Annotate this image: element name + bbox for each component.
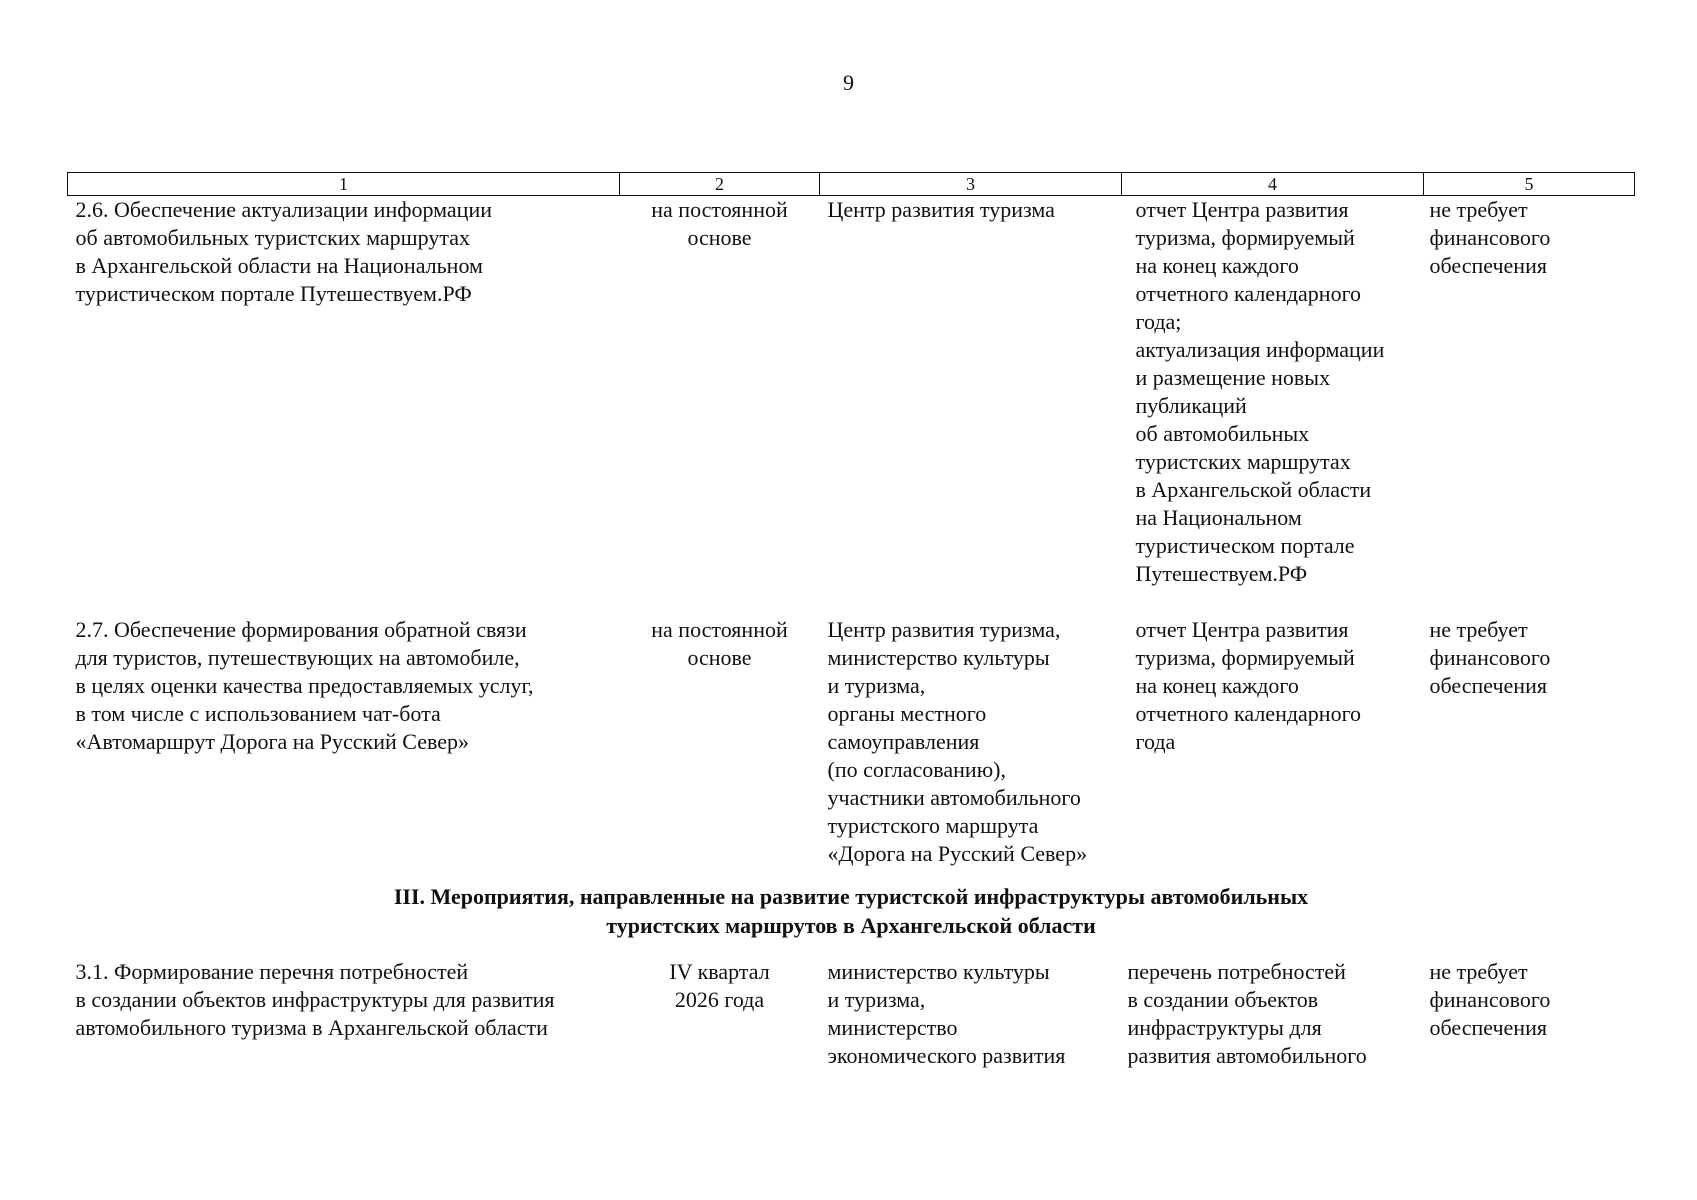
text-line: об автомобильных xyxy=(1135,421,1310,446)
text-line: года; xyxy=(1135,309,1182,334)
responsible-cell xyxy=(820,616,1122,868)
text-line: III. Мероприятия, направленные на развитие туристской инфраструктуры автомобильных xyxy=(393,884,1309,909)
text-line: перечень потребностей xyxy=(1127,959,1346,984)
text-line: на Национальном xyxy=(1135,505,1302,530)
funding-cell xyxy=(1424,196,1635,589)
text-line: 2.7. Обеспечение формирования обратной связи xyxy=(75,617,527,642)
text-line: на постоянной xyxy=(651,617,788,642)
measure-cell xyxy=(68,958,620,1070)
text-line: не требует xyxy=(1429,617,1528,642)
result-cell xyxy=(1122,196,1424,589)
text-line: участники автомобильного xyxy=(827,785,1081,810)
text-line: основе xyxy=(687,225,752,250)
text-line: 3.1. Формирование перечня потребностей xyxy=(75,959,469,984)
measure-cell xyxy=(68,616,620,868)
text-line: на конец каждого xyxy=(1135,673,1299,698)
table-row xyxy=(68,196,1635,589)
text-line: отчет Центра развития xyxy=(1135,197,1349,222)
text-line: Путешествуем.РФ xyxy=(1135,561,1308,586)
text-line: и туризма, xyxy=(827,673,926,698)
text-line: (по согласованию), xyxy=(827,757,1006,782)
measure-cell xyxy=(68,196,620,589)
text-line: отчет Центра развития xyxy=(1135,617,1349,642)
text-line: министерство культуры xyxy=(827,645,1050,670)
text-line: и размещение новых xyxy=(1135,365,1331,390)
text-line: в создании объектов xyxy=(1127,987,1319,1012)
funding-cell xyxy=(1424,958,1635,1070)
table-row xyxy=(68,616,1635,868)
text-line: отчетного календарного xyxy=(1135,281,1362,306)
text-line: обеспечения xyxy=(1429,1015,1547,1040)
text-line: министерство культуры xyxy=(827,959,1050,984)
text-line: развития автомобильного xyxy=(1127,1043,1367,1068)
text-line: обеспечения xyxy=(1429,253,1547,278)
section-heading-row xyxy=(68,868,1635,958)
column-number-3: 3 xyxy=(820,173,1122,196)
text-line: в целях оценки качества предоставляемых услуг, xyxy=(75,673,534,698)
measures-table xyxy=(67,172,1635,1070)
text-line: Центр развития туризма xyxy=(827,197,1055,222)
text-line: основе xyxy=(687,645,752,670)
table-header xyxy=(68,173,1635,196)
text-line: финансового xyxy=(1429,225,1551,250)
text-line: туристских маршрутах xyxy=(1135,449,1351,474)
text-line: «Автомаршрут Дорога на Русский Север» xyxy=(75,729,469,754)
table-row xyxy=(68,958,1635,1070)
column-number-2: 2 xyxy=(620,173,820,196)
text-line: туризма, формируемый xyxy=(1135,645,1355,670)
deadline-cell xyxy=(620,958,820,1070)
text-line: туризма, формируемый xyxy=(1135,225,1355,250)
text-line: туристическом портале xyxy=(1135,533,1355,558)
text-line: IV квартал xyxy=(669,959,770,984)
page-number: 9 xyxy=(843,70,854,95)
text-line: самоуправления xyxy=(827,729,980,754)
text-line: не требует xyxy=(1429,959,1528,984)
column-number-1: 1 xyxy=(68,173,620,196)
section-heading xyxy=(68,868,1635,958)
text-line: финансового xyxy=(1429,645,1551,670)
text-line: на конец каждого xyxy=(1135,253,1299,278)
text-line: для туристов, путешествующих на автомобиле, xyxy=(75,645,520,670)
text-line: автомобильного туризма в Архангельской области xyxy=(75,1015,548,1040)
responsible-cell xyxy=(820,196,1122,589)
text-line: туристическом портале Путешествуем.РФ xyxy=(75,281,472,306)
text-line: в создании объектов инфраструктуры для развития xyxy=(75,987,555,1012)
text-line: «Дорога на Русский Север» xyxy=(827,841,1088,866)
text-line: финансового xyxy=(1429,987,1551,1012)
text-line: не требует xyxy=(1429,197,1528,222)
responsible-cell xyxy=(820,958,1122,1070)
text-line: на постоянной xyxy=(651,197,788,222)
result-cell xyxy=(1122,958,1424,1070)
text-line: обеспечения xyxy=(1429,673,1547,698)
text-line: 2.6. Обеспечение актуализации информации xyxy=(75,197,493,222)
column-number-4: 4 xyxy=(1122,173,1424,196)
text-line: 2026 года xyxy=(674,987,765,1012)
text-line: отчетного календарного xyxy=(1135,701,1362,726)
text-line: туристского маршрута xyxy=(827,813,1039,838)
text-line: актуализация информации xyxy=(1135,337,1385,362)
result-cell xyxy=(1122,616,1424,868)
deadline-cell xyxy=(620,616,820,868)
funding-cell xyxy=(1424,616,1635,868)
text-line: об автомобильных туристских маршрутах xyxy=(75,225,470,250)
text-line: в Архангельской области xyxy=(1135,477,1372,502)
text-line: в Архангельской области на Национальном xyxy=(75,253,483,278)
text-line: и туризма, xyxy=(827,987,926,1012)
text-line: туристских маршрутов в Архангельской области xyxy=(606,913,1096,938)
text-line: органы местного xyxy=(827,701,987,726)
column-number-5: 5 xyxy=(1424,173,1635,196)
text-line: года xyxy=(1135,729,1176,754)
text-line: экономического развития xyxy=(827,1043,1066,1068)
text-line: в том числе с использованием чат-бота xyxy=(75,701,441,726)
text-line: министерство xyxy=(827,1015,958,1040)
row-spacer xyxy=(68,588,1635,616)
text-line: инфраструктуры для xyxy=(1127,1015,1322,1040)
text-line: Центр развития туризма, xyxy=(827,617,1061,642)
deadline-cell xyxy=(620,196,820,589)
text-line: публикаций xyxy=(1135,393,1247,418)
